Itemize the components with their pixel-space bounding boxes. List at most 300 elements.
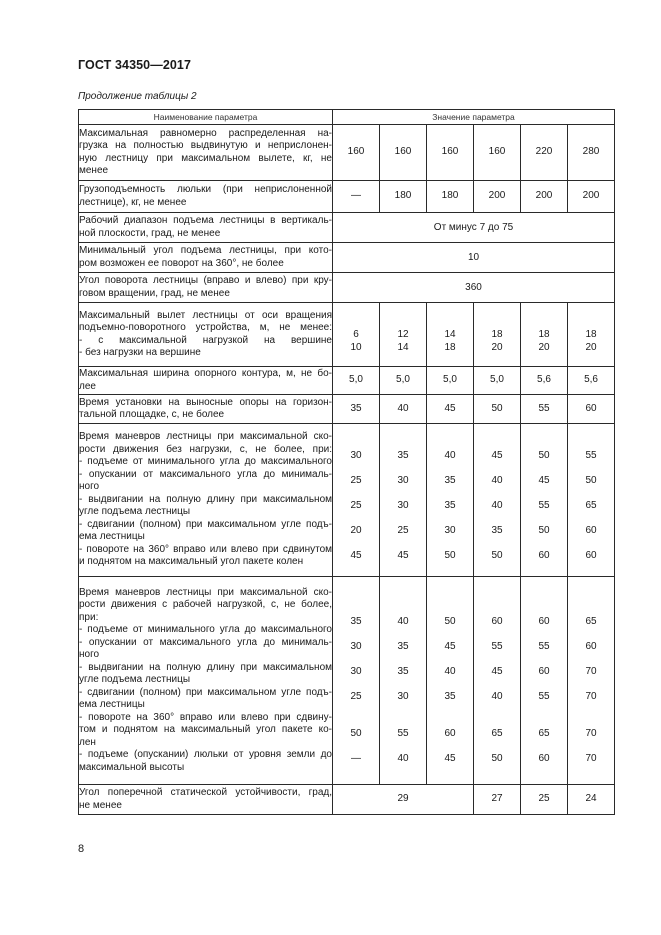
parameter-name-line: не менее [79,799,122,811]
parameter-name-line: Грузоподъемность люльки (при неприслоненной [79,184,332,195]
parameter-name-line: Максимальная равномерно распределенная на- [79,127,332,139]
table-row [79,577,615,785]
parameter-value-merged: 360 [333,273,615,303]
value-line [474,678,520,691]
value-line [380,716,426,729]
value-line: 35 [444,475,456,486]
value-line [568,678,614,691]
table-row [79,181,615,213]
value-line [427,653,473,666]
parameter-name-line: рости движения с рабочей нагрузкой, с, не более, [79,599,332,611]
table-row [79,213,615,243]
parameter-name-line: грузка на полностью выдвинутую и неприслонен- [79,140,332,151]
value-line [521,304,567,317]
value-line: 40 [397,753,409,764]
value-line [568,578,614,591]
parameter-name-cell [79,395,333,424]
parameter-name-line: Время маневров лестницы при максимальной ско- [79,586,332,598]
value-line [427,603,473,616]
parameter-value-cell [427,125,474,181]
parameter-name-cell [79,181,333,213]
value-line [380,703,426,716]
parameter-value-cell [427,367,474,395]
parameter-name-line: - повороте на 360° вправо или влево при сдвинутом [79,543,332,555]
value-line: 65 [585,500,597,511]
value-line: 55 [538,500,550,511]
value-line [380,425,426,438]
parameter-name-line: лее [79,380,96,392]
value-line: 35 [491,525,503,536]
parameter-name-cell [79,273,333,303]
parameter-name-line: Угол поворота лестницы (вправо и влево) при кру- [79,275,332,286]
value-line: 60 [585,402,597,414]
parameter-value-cell: 27 [474,785,521,815]
parameter-value-cell [474,395,521,424]
value-line [380,463,426,476]
parameter-value-cell [521,181,568,213]
parameter-name-line: ного [79,649,100,661]
value-line [333,678,379,691]
parameter-value-merged: 10 [333,243,615,273]
value-line: 55 [538,690,550,702]
value-line: 6 [353,329,359,340]
value-line: 40 [397,615,409,627]
table-row [79,395,615,424]
value-line: 25 [397,525,409,536]
value-line: 65 [585,615,597,627]
parameter-name-line: - повороте на 360° вправо или влево при сдвину- [79,711,332,723]
value-line: 45 [444,402,456,414]
table-row [79,303,615,367]
value-line [333,603,379,616]
value-line [521,703,567,716]
parameter-name-line: - опускании от максимального угла до минималь- [79,468,332,480]
value-line [568,513,614,526]
value-line: 18 [444,341,456,353]
value-line [427,538,473,551]
value-line [333,538,379,551]
parameter-name-line: угле подъема лестницы [79,674,191,686]
parameter-name-cell [79,243,333,273]
value-line: 35 [350,615,362,627]
value-line [427,716,473,729]
value-line [427,628,473,641]
value-line [380,678,426,691]
value-line [474,578,520,591]
parameter-name-line: - с максимальной нагрузкой на вершине [79,334,332,346]
value-line [521,317,567,330]
parameter-value-cell: 25 [521,785,568,815]
parameter-name-line: ема лестницы [79,531,145,543]
value-line: 20 [585,341,597,353]
value-line [568,603,614,616]
value-line: 70 [585,690,597,702]
value-line [333,716,379,729]
parameter-name-line: Время маневров лестницы при максимальной ско- [79,431,332,443]
value-line: 65 [538,728,550,739]
value-line: 40 [444,665,456,677]
value-line [427,741,473,754]
value-line: 30 [444,525,456,536]
value-line: 45 [444,753,456,764]
value-line: 35 [444,500,456,511]
parameter-value-cell [380,125,427,181]
value-line [568,716,614,729]
value-line: 45 [491,665,503,677]
value-line [474,425,520,438]
value-line [521,513,567,526]
parameter-value-cell [333,395,380,424]
value-line: 160 [394,146,412,158]
value-line: 35 [397,665,409,677]
value-line [333,513,379,526]
parameter-name-line: - подъеме от минимального угла до максимального [79,456,332,468]
value-line [333,703,379,716]
value-line: 30 [397,475,409,486]
parameter-name-line: Максимальная ширина опорного контура, м, не бо- [79,368,332,379]
parameter-value-cell [474,577,521,785]
value-line [380,741,426,754]
value-line: 35 [444,690,456,702]
parameter-value-cell [427,181,474,213]
parameter-name-line: - выдвигании на полную длину при максимальном [79,661,332,673]
parameter-name-cell [79,367,333,395]
value-line: 180 [394,190,412,202]
value-line [380,628,426,641]
value-line [380,578,426,591]
value-line [568,628,614,641]
parameter-value-cell [474,367,521,395]
value-line [333,578,379,591]
value-line: 35 [350,402,362,414]
value-line: 200 [488,190,506,202]
parameter-name-line: том и поднятом на максимальный угол пакете ко- [79,724,332,736]
parameter-value-cell [521,577,568,785]
value-line: 70 [585,728,597,739]
value-line: 18 [585,329,597,340]
value-line [521,578,567,591]
value-line [380,591,426,604]
parameter-value-cell [474,125,521,181]
parameter-name-line: - опускании от максимального угла до минималь- [79,636,332,648]
value-line [333,628,379,641]
value-line [521,678,567,691]
parameter-name-line: лестнице), кг, не менее [79,196,187,208]
value-line [474,716,520,729]
parameter-value-cell [521,395,568,424]
document-title: ГОСТ 34350—2017 [78,58,192,72]
value-line: 12 [397,329,409,340]
parameter-name-line: - выдвигании на полную длину при максимальном [79,493,332,505]
parameter-name-line: - подъеме от минимального угла до максимального [79,624,332,636]
parameter-value-cell [568,424,615,577]
value-line [427,591,473,604]
table-row [79,273,615,303]
table-continuation-label: Продолжение таблицы 2 [78,91,197,102]
value-line: 50 [444,550,456,561]
value-line: 45 [350,550,362,561]
value-line: 5,6 [537,374,551,386]
value-line [427,678,473,691]
parameter-value-cell [521,303,568,367]
value-line [427,488,473,501]
column-header-name: Наименование параметра [79,110,333,125]
value-line: 20 [491,341,503,353]
value-line: 45 [444,640,456,652]
value-line [427,317,473,330]
parameter-name-cell [79,303,333,367]
table-row [79,243,615,273]
value-line: 40 [491,690,503,702]
parameter-name-line: при: [79,611,99,623]
parameter-value-cell [380,577,427,785]
value-line: 40 [444,450,456,461]
value-line [521,425,567,438]
parameter-name-line: Время установки на выносные опоры на горизон- [79,396,332,408]
value-line: 70 [585,665,597,677]
value-line: 160 [488,146,506,158]
value-line [380,603,426,616]
value-line: 20 [538,341,550,353]
value-line: 160 [347,146,365,158]
parameter-value-cell [568,395,615,424]
parameter-value-cell [568,367,615,395]
parameter-name-cell [79,213,333,243]
value-line: 50 [538,450,550,461]
value-line: 60 [491,615,503,627]
value-line [380,653,426,666]
value-line [333,317,379,330]
table-row [79,785,615,815]
value-line: 40 [397,402,409,414]
value-line: 45 [491,450,503,461]
value-line [568,591,614,604]
value-line: 30 [397,500,409,511]
parameter-name-line: ную лестницу при максимальном вылете, кг, не [79,152,332,164]
parameter-value-cell [427,577,474,785]
value-line: 30 [350,450,362,461]
value-line [380,304,426,317]
value-line: 18 [538,329,550,340]
value-line: 50 [491,550,503,561]
parameter-value-cell [568,577,615,785]
parameter-name-line: Угол поперечной статической устойчивости, град, [79,787,332,798]
value-line: 18 [491,329,503,340]
value-line [568,463,614,476]
value-line: 55 [585,450,597,461]
value-line [427,304,473,317]
parameter-value-cell [427,424,474,577]
parameter-value-cell [380,303,427,367]
parameter-name-line: Минимальный угол подъема лестницы, при кото- [79,245,332,256]
parameter-value-cell [474,303,521,367]
value-line: 50 [491,753,503,764]
value-line [474,603,520,616]
table-row [79,367,615,395]
value-line [568,488,614,501]
value-line: 60 [444,728,456,739]
parameter-value-cell [568,303,615,367]
value-line: 30 [350,665,362,677]
value-line [568,317,614,330]
value-line [521,716,567,729]
value-line: 40 [491,500,503,511]
page-number: 8 [78,843,85,855]
value-line: 45 [538,475,550,486]
value-line: 5,0 [490,374,504,386]
parameter-name-line: ема лестницы [79,699,145,711]
value-line: 280 [582,146,600,158]
value-line: — [351,753,361,764]
parameter-name-line: рости движения без нагрузки, с, не более, при: [79,443,332,455]
parameter-value-cell [380,181,427,213]
value-line: 50 [538,525,550,536]
value-line [474,304,520,317]
value-line: 60 [538,753,550,764]
parameter-value-cell [380,367,427,395]
value-line [521,653,567,666]
value-line [474,513,520,526]
value-line [333,741,379,754]
parameter-name-cell [79,785,333,815]
value-line [521,603,567,616]
value-line [380,488,426,501]
parameter-value-cell [333,424,380,577]
value-line [333,653,379,666]
value-line [474,317,520,330]
value-line [427,513,473,526]
parameter-value-cell [568,125,615,181]
parameter-name-line: менее [79,165,109,176]
parameter-value-cell [380,424,427,577]
parameter-name-line: - сдвигании (полном) при максимальном угле подъ- [79,686,332,698]
value-line: 30 [350,640,362,652]
value-line: 160 [441,146,459,158]
value-line [427,425,473,438]
value-line: 65 [491,728,503,739]
value-line: 14 [397,341,409,353]
parameter-value-cell [474,181,521,213]
parameter-name-line: Максимальный вылет лестницы от оси вращения [79,309,332,321]
parameter-name-line: - сдвигании (полном) при максимальном угле подъ- [79,518,332,530]
value-line: 35 [397,450,409,461]
value-line [474,741,520,754]
value-line: 60 [538,550,550,561]
value-line [427,578,473,591]
value-line: 200 [535,190,553,202]
parameter-value-cell [568,181,615,213]
value-line [474,438,520,451]
parameter-value-cell [333,125,380,181]
parameter-name-line: лен [79,736,96,748]
parameter-name-cell [79,125,333,181]
value-line [568,653,614,666]
value-line: 55 [491,640,503,652]
table-header-row [79,110,615,125]
value-line: 220 [535,146,553,158]
parameter-value-cell [333,181,380,213]
value-line [333,463,379,476]
value-line: 70 [585,753,597,764]
value-line: 10 [350,341,362,353]
value-line [474,703,520,716]
value-line [521,438,567,451]
parameter-value-cell [333,367,380,395]
parameter-name-line: - подъеме (опускании) люльки от уровня земли до [79,749,332,761]
value-line: 55 [538,640,550,652]
value-line [380,513,426,526]
value-line [474,628,520,641]
value-line: 14 [444,329,456,340]
parameter-value-cell [333,577,380,785]
value-line: 55 [397,728,409,739]
value-line [333,425,379,438]
value-line: 40 [491,475,503,486]
value-line [474,653,520,666]
value-line [568,538,614,551]
value-line: — [351,190,361,202]
value-line: 50 [585,475,597,486]
value-line [333,438,379,451]
parameter-name-cell [79,424,333,577]
parameter-value-cell [521,367,568,395]
value-line: 25 [350,500,362,511]
parameter-name-line: и поднятом на максимальный угол пакете колен [79,556,304,568]
value-line [380,538,426,551]
value-line [521,488,567,501]
column-header-value: Значение параметра [333,110,615,125]
parameter-name-line: угле подъема лестницы [79,506,191,518]
value-line: 50 [444,615,456,627]
value-line [380,438,426,451]
parameter-name-line: говом вращении, град, не менее [79,287,230,299]
value-line [427,703,473,716]
parameter-name-line: тальной площадке, с, не более [79,409,225,420]
value-line: 25 [350,475,362,486]
value-line: 60 [585,640,597,652]
value-line [333,591,379,604]
parameter-name-line: ром возможен ее поворот на 360°, не более [79,257,284,269]
value-line [474,538,520,551]
value-line: 45 [397,550,409,561]
value-line [427,438,473,451]
value-line [568,741,614,754]
parameter-value-cell [521,125,568,181]
value-line: 5,0 [349,374,363,386]
parameter-value-cell [333,303,380,367]
table-body [79,125,615,815]
value-line [568,703,614,716]
parameter-value-cell: 29 [333,785,474,815]
parameter-name-line: максимальной высоты [79,761,185,773]
value-line [333,488,379,501]
value-line: 5,0 [396,374,410,386]
value-line [521,538,567,551]
parameter-value-cell [474,424,521,577]
value-line [380,317,426,330]
value-line: 60 [585,525,597,536]
value-line [521,628,567,641]
value-line: 55 [538,402,550,414]
parameter-name-line: ной плоскости, град, не менее [79,227,221,239]
value-line [474,463,520,476]
value-line [521,463,567,476]
parameter-value-cell [521,424,568,577]
value-line [427,463,473,476]
value-line: 50 [491,402,503,414]
value-line [474,591,520,604]
value-line: 20 [350,525,362,536]
